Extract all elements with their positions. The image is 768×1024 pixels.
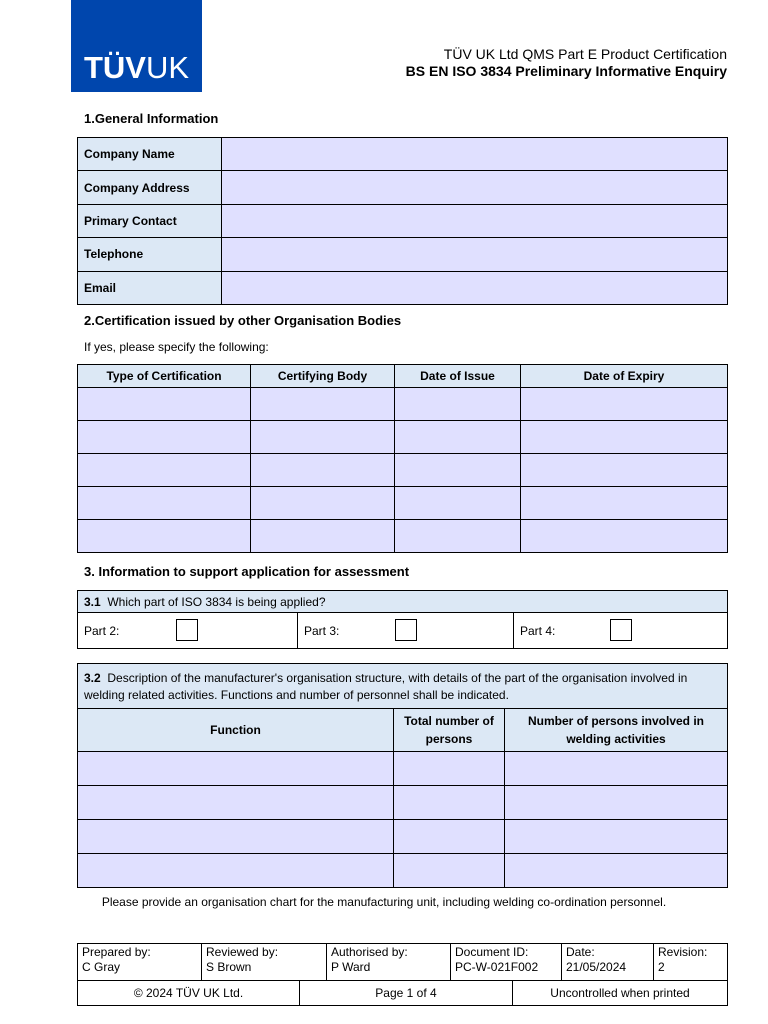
total-persons-cell[interactable] — [394, 752, 505, 786]
general-information-table — [77, 137, 728, 305]
table-row — [78, 171, 728, 204]
organisation-chart-note: Please provide an organisation chart for the manufacturing unit, including welding co-ordination personnel. — [101, 895, 667, 909]
cert-expiry-cell[interactable] — [521, 388, 728, 421]
primary-contact-field[interactable] — [222, 204, 728, 237]
col-date-of-issue: Date of Issue — [395, 365, 521, 388]
table-row — [78, 138, 728, 171]
welding-persons-cell[interactable] — [505, 786, 728, 820]
cert-body-cell[interactable] — [251, 388, 395, 421]
company-address-label: Company Address — [78, 171, 222, 204]
welding-persons-cell[interactable] — [505, 820, 728, 854]
table-row — [78, 487, 728, 520]
iso-part-table — [77, 590, 728, 649]
date-label: Date: — [566, 945, 595, 959]
part-2-label: Part 2: — [84, 624, 120, 638]
cert-issue-cell[interactable] — [395, 487, 521, 520]
telephone-field[interactable] — [222, 238, 728, 271]
cert-expiry-cell[interactable] — [521, 487, 728, 520]
tuv-uk-logo — [71, 0, 202, 92]
prepared-by-label: Prepared by: — [82, 945, 151, 959]
col-date-of-expiry: Date of Expiry — [521, 365, 728, 388]
telephone-label: Telephone — [78, 238, 222, 271]
company-address-field[interactable] — [222, 171, 728, 204]
prepared-by-cell — [78, 944, 202, 981]
section-3-title: 3. Information to support application for assessment — [84, 564, 410, 579]
total-persons-cell[interactable] — [394, 854, 505, 888]
col-total-persons: Total number of persons — [394, 709, 505, 752]
section-1-title: 1.General Information — [84, 111, 219, 126]
revision-value: 2 — [658, 960, 665, 974]
question-3-1-number: 3.1 — [84, 594, 101, 609]
company-name-field[interactable] — [222, 138, 728, 171]
prepared-by-value: C Gray — [82, 960, 121, 974]
uncontrolled-notice: Uncontrolled when printed — [513, 981, 728, 1006]
cert-body-cell[interactable] — [251, 421, 395, 454]
company-name-label: Company Name — [78, 138, 222, 171]
col-welding-persons: Number of persons involved in welding activities — [505, 709, 728, 752]
part-3-checkbox[interactable] — [395, 619, 417, 641]
document-id-cell — [451, 944, 562, 981]
total-persons-cell[interactable] — [394, 786, 505, 820]
col-type-of-certification: Type of Certification — [78, 365, 251, 388]
table-row — [78, 454, 728, 487]
part-4-option — [514, 613, 728, 649]
section-2-title: 2.Certification issued by other Organisation Bodies — [84, 313, 402, 328]
revision-cell — [654, 944, 728, 981]
cert-body-cell[interactable] — [251, 520, 395, 553]
reviewed-by-value: S Brown — [206, 960, 252, 974]
cert-type-cell[interactable] — [78, 520, 251, 553]
col-certifying-body: Certifying Body — [251, 365, 395, 388]
function-cell[interactable] — [78, 752, 394, 786]
part-4-label: Part 4: — [520, 624, 556, 638]
table-row — [78, 204, 728, 237]
reviewed-by-cell — [202, 944, 327, 981]
document-id-label: Document ID: — [455, 945, 529, 959]
authorised-by-cell — [327, 944, 451, 981]
table-row — [78, 752, 728, 786]
col-function: Function — [78, 709, 394, 752]
header-qms-title: TÜV UK Ltd QMS Part E Product Certification — [443, 46, 727, 62]
table-row — [78, 238, 728, 271]
part-2-option — [78, 613, 298, 649]
cert-expiry-cell[interactable] — [521, 421, 728, 454]
welding-persons-cell[interactable] — [505, 752, 728, 786]
welding-persons-cell[interactable] — [505, 854, 728, 888]
table-row — [78, 613, 728, 649]
date-value: 21/05/2024 — [566, 960, 627, 974]
table-row — [78, 786, 728, 820]
function-cell[interactable] — [78, 854, 394, 888]
table-row — [78, 944, 728, 981]
part-4-checkbox[interactable] — [610, 619, 632, 641]
logo-text-bold: TÜV — [83, 50, 146, 85]
cert-body-cell[interactable] — [251, 454, 395, 487]
cert-issue-cell[interactable] — [395, 388, 521, 421]
reviewed-by-label: Reviewed by: — [206, 945, 279, 959]
cert-body-cell[interactable] — [251, 487, 395, 520]
section-2-instruction: If yes, please specify the following: — [84, 340, 269, 354]
document-control-table — [77, 943, 728, 981]
date-cell — [562, 944, 654, 981]
table-row — [78, 520, 728, 553]
total-persons-cell[interactable] — [394, 820, 505, 854]
question-3-2-text: Description of the manufacturer's organisation structure, with details of the part of the organisation involved in welding related activities. Functions and number of personnel shall be indicated. — [84, 671, 688, 702]
table-row — [78, 421, 728, 454]
revision-label: Revision: — [658, 945, 708, 959]
function-cell[interactable] — [78, 786, 394, 820]
question-3-2 — [78, 664, 728, 709]
question-3-1-text: Which part of ISO 3834 is being applied? — [107, 594, 326, 609]
document-header — [406, 46, 727, 80]
question-3-1 — [78, 591, 728, 613]
primary-contact-label: Primary Contact — [78, 204, 222, 237]
header-form-title: BS EN ISO 3834 Preliminary Informative Enquiry — [405, 63, 727, 79]
table-row — [78, 591, 728, 613]
cert-type-cell[interactable] — [78, 454, 251, 487]
cert-type-cell[interactable] — [78, 388, 251, 421]
cert-issue-cell[interactable] — [395, 520, 521, 553]
authorised-by-label: Authorised by: — [331, 945, 408, 959]
certification-table — [77, 364, 728, 553]
table-row — [78, 664, 728, 709]
page-number: Page 1 of 4 — [300, 981, 513, 1006]
document-id-value: PC-W-021F002 — [455, 960, 539, 974]
email-label: Email — [78, 271, 222, 304]
function-cell[interactable] — [78, 820, 394, 854]
cert-type-cell[interactable] — [78, 421, 251, 454]
table-row — [78, 854, 728, 888]
cert-issue-cell[interactable] — [395, 421, 521, 454]
email-field[interactable] — [222, 271, 728, 304]
table-row — [78, 271, 728, 304]
table-header-row — [78, 365, 728, 388]
copyright-text: © 2024 TÜV UK Ltd. — [78, 981, 300, 1006]
part-3-label: Part 3: — [304, 624, 340, 638]
question-3-2-number: 3.2 — [84, 671, 101, 685]
cert-issue-cell[interactable] — [395, 454, 521, 487]
logo-text-light: UK — [145, 50, 190, 85]
table-row — [78, 820, 728, 854]
footer-info-table — [77, 980, 728, 1006]
table-header-row — [78, 709, 728, 752]
authorised-by-value: P Ward — [331, 960, 371, 974]
cert-expiry-cell[interactable] — [521, 454, 728, 487]
part-3-option — [298, 613, 514, 649]
table-row — [78, 388, 728, 421]
cert-expiry-cell[interactable] — [521, 520, 728, 553]
part-2-checkbox[interactable] — [176, 619, 198, 641]
cert-type-cell[interactable] — [78, 487, 251, 520]
table-row — [78, 981, 728, 1006]
organisation-structure-table — [77, 663, 728, 888]
